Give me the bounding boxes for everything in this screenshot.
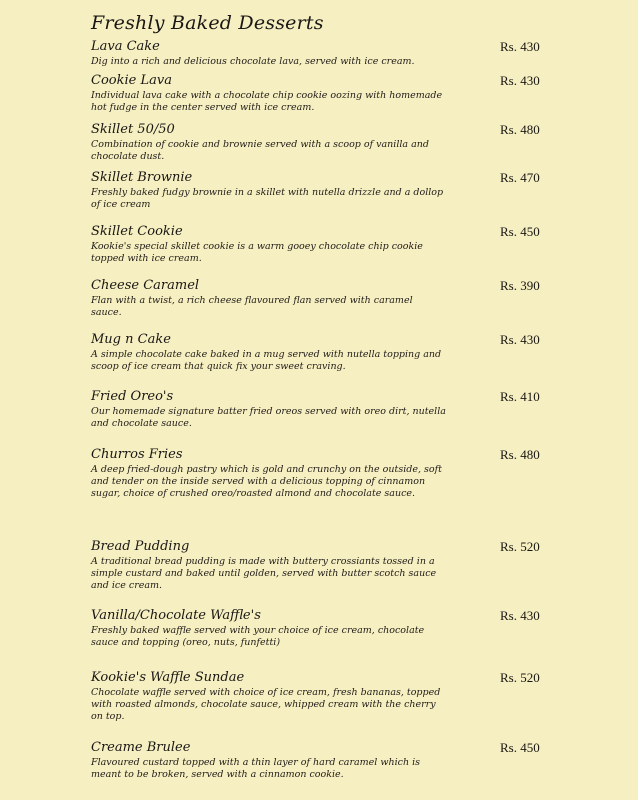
menu-item-description: Dig into a rich and delicious chocolate lava, served with ice cream. <box>91 56 415 67</box>
menu-item-name: Lava Cake <box>91 39 160 54</box>
menu-item-name: Fried Oreo's <box>91 389 174 404</box>
menu-item-price: Rs. 470 <box>500 170 540 185</box>
menu-item-description: A traditional bread pudding is made with buttery crossiants tossed in a simple custard and baked until golden, served with butter scotch sauce and ice cream. <box>91 556 437 591</box>
menu-item-price: Rs. 410 <box>500 389 540 404</box>
menu-item-description: Freshly baked waffle served with your choice of ice cream, chocolate sauce and topping (oreo, nuts, funfetti) <box>91 625 425 648</box>
menu-item-description: Our homemade signature batter fried oreos served with oreo dirt, nutella and chocolate sauce. <box>91 406 446 429</box>
menu-item-description: Chocolate waffle served with choice of ice cream, fresh bananas, topped with roasted almonds, chocolate sauce, whipped cream with the cherry on top. <box>91 687 441 722</box>
menu-item-price: Rs. 520 <box>500 539 540 554</box>
menu-item-price: Rs. 450 <box>500 740 540 755</box>
menu-item-description: Individual lava cake with a chocolate chip cookie oozing with homemade hot fudge in the center served with ice cream. <box>91 90 443 113</box>
menu-item-name: Cookie Lava <box>91 73 172 88</box>
menu-item-price: Rs. 450 <box>500 224 540 239</box>
menu-item-description: Freshly baked fudgy brownie in a skillet with nutella drizzle and a dollop of ice cream <box>91 187 444 210</box>
menu-item-name: Vanilla/Chocolate Waffle's <box>91 608 261 623</box>
menu-item-description: Kookie's special skillet cookie is a warm gooey chocolate chip cookie topped with ice cream. <box>91 241 423 264</box>
menu-item-name: Churros Fries <box>91 447 183 462</box>
menu-item-price: Rs. 480 <box>500 447 540 462</box>
menu-item-price: Rs. 430 <box>500 39 540 54</box>
menu-item-name: Kookie's Waffle Sundae <box>91 670 245 685</box>
menu-item-price: Rs. 430 <box>500 73 540 88</box>
menu-item-name: Mug n Cake <box>91 332 171 347</box>
menu-item-name: Skillet Brownie <box>91 170 193 185</box>
menu-item-price: Rs. 480 <box>500 122 540 137</box>
menu-item-description: Flan with a twist, a rich cheese flavoured flan served with caramel sauce. <box>91 295 413 318</box>
menu-item-name: Skillet Cookie <box>91 224 183 239</box>
menu-item-price: Rs. 520 <box>500 670 540 685</box>
menu-item-name: Skillet 50/50 <box>91 122 175 137</box>
menu-item-description: Combination of cookie and brownie served with a scoop of vanilla and chocolate dust. <box>91 139 429 162</box>
menu-item-price: Rs. 430 <box>500 332 540 347</box>
menu-item-name: Cheese Caramel <box>91 278 200 293</box>
menu-item-name: Creame Brulee <box>91 740 191 755</box>
menu-item-description: A deep fried-dough pastry which is gold and crunchy on the outside, soft and tender on the inside served with a delicious topping of cinnamon sugar, choice of crushed oreo/roasted almond and chocolate sauce. <box>91 464 442 499</box>
menu-item-price: Rs. 390 <box>500 278 540 293</box>
menu-item-description: Flavoured custard topped with a thin layer of hard caramel which is meant to be broken, served with a cinnamon cookie. <box>91 757 421 780</box>
menu-item-name: Bread Pudding <box>91 539 190 554</box>
menu-item-description: A simple chocolate cake baked in a mug served with nutella topping and scoop of ice cream that quick fix your sweet craving. <box>91 349 442 372</box>
menu-item-price: Rs. 430 <box>500 608 540 623</box>
menu-section-title: Freshly Baked Desserts <box>91 12 324 34</box>
